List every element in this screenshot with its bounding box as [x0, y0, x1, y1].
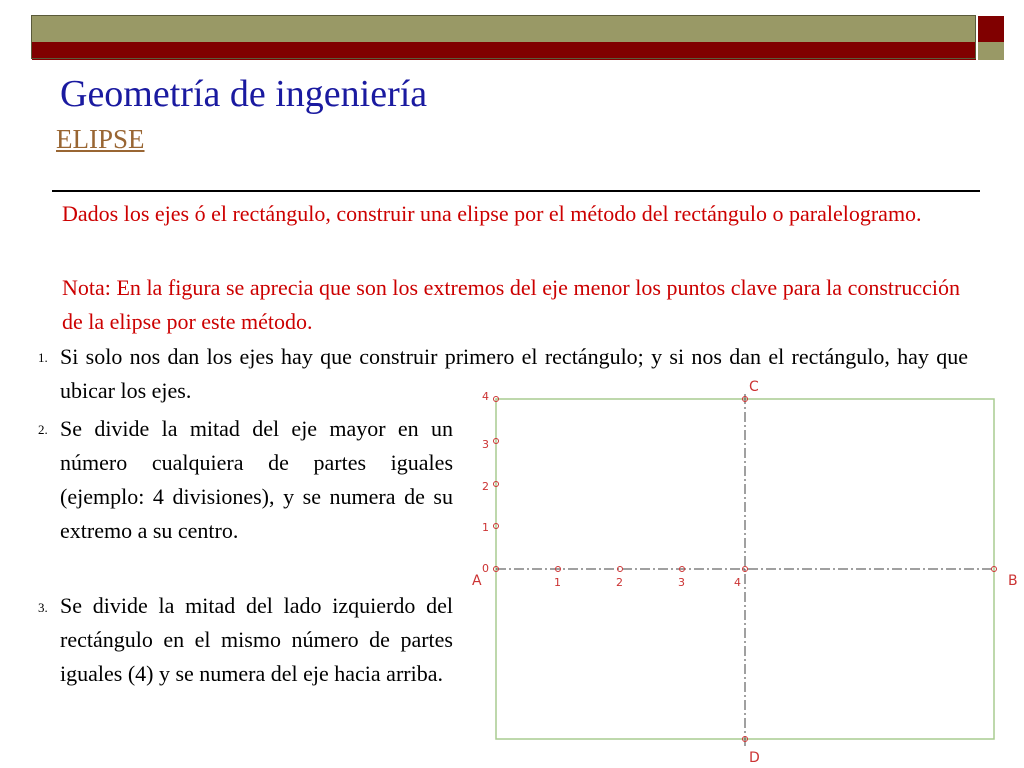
label-b: B	[1008, 573, 1018, 589]
label-v0: 0	[482, 562, 489, 575]
corner-square-red	[978, 16, 1004, 42]
step-2-number: 2.	[38, 422, 48, 437]
section-link-elipse[interactable]: ELIPSE	[56, 124, 145, 154]
label-d: D	[749, 750, 760, 766]
step-3-text: Se divide la mitad del lado izquierdo del rectángulo en el mismo número de partes iguales (4) y se numera del eje hacia arriba.	[60, 593, 453, 686]
label-a: A	[472, 573, 482, 589]
label-h3: 3	[678, 576, 685, 589]
step-1-number: 1.	[38, 350, 48, 365]
note-paragraph: Nota: En la figura se aprecia que son los extremos del eje menor los puntos clave para la construcción de la elipse por este método.	[62, 275, 960, 334]
label-v3: 3	[482, 438, 489, 451]
label-v4: 4	[482, 390, 489, 403]
divider-line	[52, 190, 980, 192]
label-v1: 1	[482, 521, 489, 534]
header-bar-outline	[31, 15, 976, 59]
corner-square-olive	[978, 42, 1004, 60]
label-h4: 4	[734, 576, 741, 589]
label-h1: 1	[554, 576, 561, 589]
step-3-number: 3.	[38, 600, 48, 615]
problem-statement: Dados los ejes ó el rectángulo, construir una elipse por el método del rectángulo o paralelogramo.	[62, 201, 922, 226]
label-v2: 2	[482, 480, 489, 493]
page-title: Geometría de ingeniería	[60, 73, 428, 115]
label-c: C	[749, 379, 759, 395]
step-1-text: Si solo nos dan los ejes hay que construir primero el rectángulo; y si nos dan el rectángulo, hay que ubicar los ejes.	[60, 344, 968, 403]
step-2-text: Se divide la mitad del eje mayor en un número cualquiera de partes iguales (ejemplo: 4 divisiones), y se numera de su extremo a su centro.	[60, 416, 453, 543]
ellipse-construction-figure	[468, 378, 1024, 768]
label-h2: 2	[616, 576, 623, 589]
